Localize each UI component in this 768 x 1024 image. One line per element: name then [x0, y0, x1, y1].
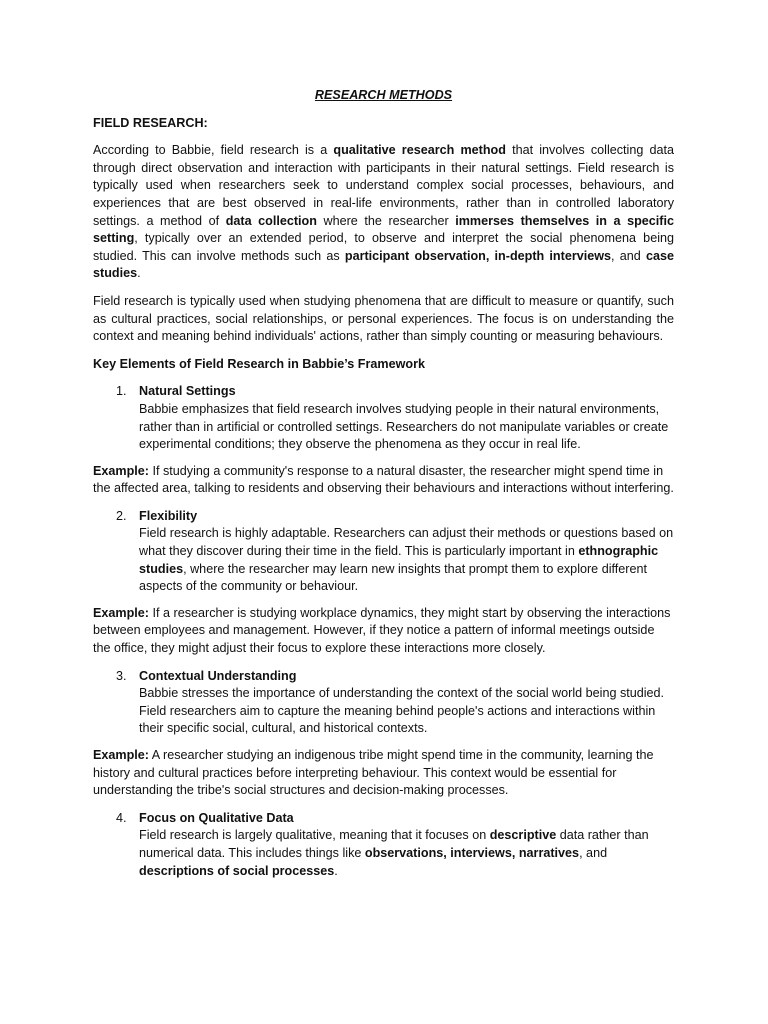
- bold-run: descriptions of social processes: [139, 863, 335, 878]
- text-run: , and: [579, 845, 608, 860]
- example-paragraph: [93, 605, 674, 658]
- text-run: , where the researcher may learn new insights that prompt them to explore different aspects of the community or behaviour.: [139, 561, 647, 594]
- example-text: If a researcher is studying workplace dynamics, they might start by observing the interactions between employees and management. However, if they notice a pattern of informal meetings outside the office, they might adjust their focus to explore these interactions more closely.: [93, 605, 671, 656]
- text-run: , and: [611, 248, 646, 263]
- list-item-title: Flexibility: [139, 508, 198, 523]
- list-item-title: Focus on Qualitative Data: [139, 810, 294, 825]
- bold-run: immerses themselves in a specific setting: [93, 213, 674, 246]
- list-item-title: Contextual Understanding: [139, 668, 297, 683]
- text-run: .: [334, 863, 338, 878]
- list-item: [93, 668, 674, 738]
- bold-run: case studies: [93, 248, 674, 281]
- list-item-number: 2.: [116, 508, 127, 523]
- bold-run: ethnographic studies: [139, 544, 659, 576]
- text-run: , typically over an extended period, to observe and interpret the social phenomena being studied. This can involve methods such as: [93, 231, 674, 263]
- example-label: Example:: [93, 748, 149, 762]
- list-item-body: [139, 525, 674, 595]
- example-paragraph: [93, 463, 674, 498]
- section-heading: FIELD RESEARCH:: [93, 115, 208, 130]
- intro-paragraph: [93, 142, 674, 283]
- text-run: .: [137, 266, 141, 281]
- list-item-body: Babbie stresses the importance of understanding the context of the social world being studied. Field researchers aim to capture the meaning behind people's actions and interactions within their specific social, cultural, and historical contexts.: [139, 686, 665, 736]
- list-item-title: Natural Settings: [139, 384, 236, 399]
- text-run: data rather than numerical data. This includes things like: [139, 828, 649, 860]
- example-label: Example:: [93, 463, 149, 478]
- list-item-number: 3.: [116, 668, 127, 683]
- document-title: RESEARCH METHODS: [314, 88, 453, 102]
- second-paragraph: Field research is typically used when studying phenomena that are difficult to measure or quantify, such as cultural practices, social relationships, or personal experiences. The focus is on understanding the context and meaning behind individuals' actions, rather than simply counting or measuring behaviours.: [93, 293, 674, 344]
- list-item-body: [139, 827, 674, 880]
- example-label: Example:: [93, 605, 149, 620]
- text-run: Field research is largely qualitative, meaning that it focuses on: [139, 828, 490, 843]
- example-text: If studying a community's response to a natural disaster, the researcher might spend time in the affected area, talking to residents and observing their behaviours and interactions without interfering.: [93, 463, 674, 496]
- list-item: [93, 383, 674, 453]
- example-text: A researcher studying an indigenous tribe might spend time in the community, learning the history and cultural practices before interpreting behaviour. This context would be essential for understanding the tribe's social structures and decision-making processes.: [93, 748, 654, 798]
- bold-run: qualitative research method: [333, 143, 506, 158]
- text-run: that involves collecting data through direct observation and interaction with participants in their natural settings. Field research is typically used when researchers seek to understand complex social processes, behaviours, and experiences that are best observed in real-life environments, rather than in controlled laboratory settings. a method of: [93, 143, 674, 228]
- text-run: Field research is highly adaptable. Researchers can adjust their methods or questions based on what they discover during their time in the field. This is particularly important in: [139, 526, 674, 559]
- bold-run: descriptive: [489, 828, 557, 843]
- bold-run: observations, interviews, narratives: [364, 845, 580, 860]
- list-item: [93, 508, 674, 596]
- bold-run: data collection: [225, 213, 317, 228]
- list-item-number: 4.: [116, 810, 127, 825]
- list-item-number: 1.: [116, 384, 127, 399]
- bold-run: participant observation, in-depth interviews: [344, 248, 612, 263]
- key-elements-heading: Key Elements of Field Research in Babbie’s Framework: [93, 356, 425, 371]
- example-paragraph: [93, 747, 674, 800]
- text-run: where the researcher: [316, 213, 456, 228]
- list-item-body: Babbie emphasizes that field research involves studying people in their natural environments, rather than in artificial or controlled settings. Researchers do not manipulate variables or create experimental conditions; they observe the phenomena as they occur in real life.: [139, 401, 669, 452]
- text-run: According to Babbie, field research is a: [93, 143, 334, 158]
- document-page: [93, 87, 674, 889]
- list-item: [93, 810, 674, 880]
